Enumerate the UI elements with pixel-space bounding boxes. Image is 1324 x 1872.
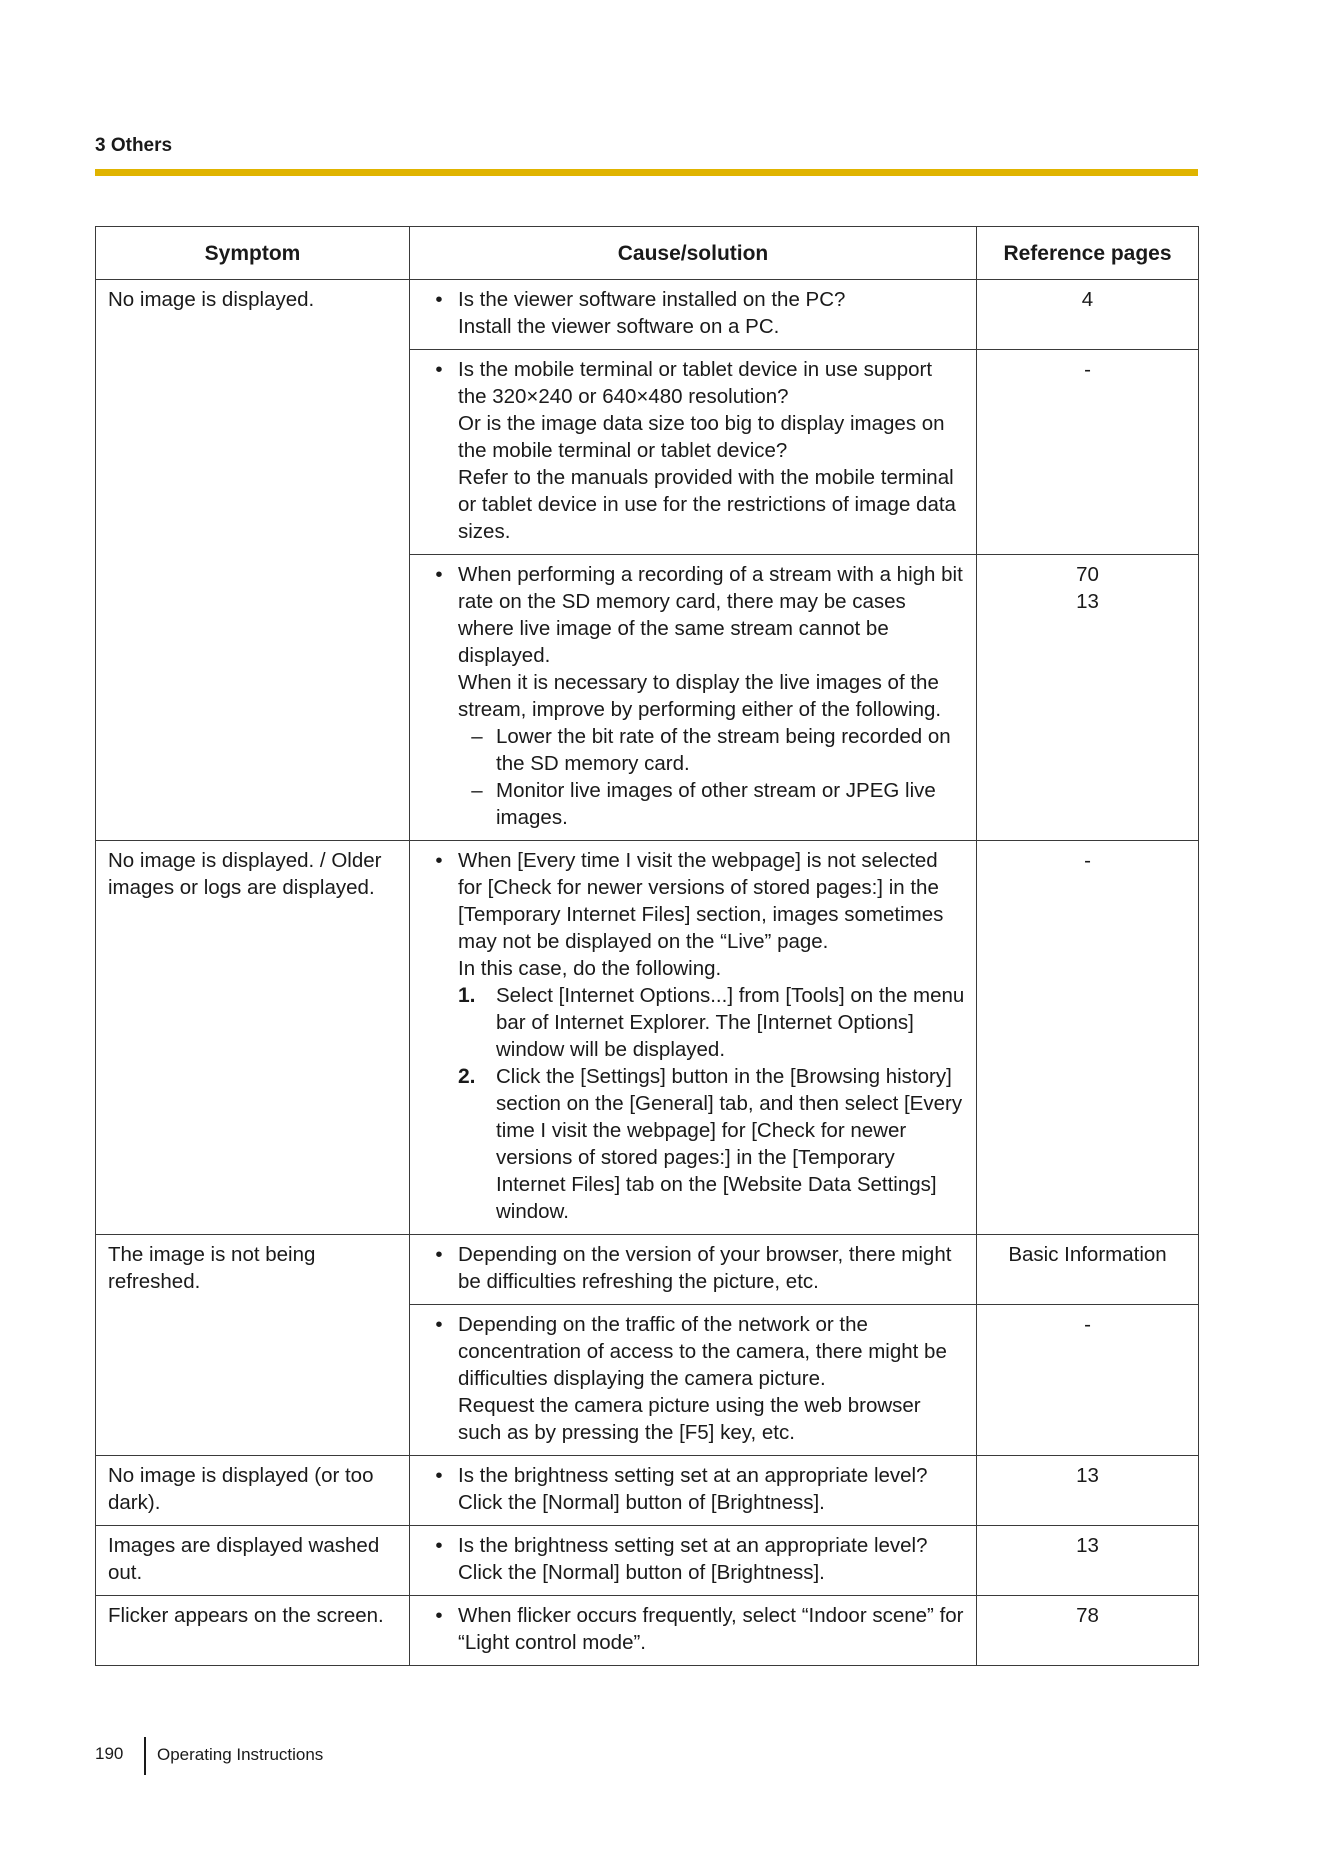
cause-text	[458, 561, 966, 831]
reference-pages-cell	[977, 350, 1199, 555]
step-item	[458, 1063, 966, 1225]
reference-pages-cell	[977, 1235, 1199, 1305]
reference-page: 13	[1076, 590, 1099, 613]
symptom-cell: Images are displayed washed out.	[96, 1526, 410, 1596]
dash-item-text: Monitor live images of other stream or JPEG live images.	[496, 779, 936, 829]
cause-text	[458, 1241, 966, 1295]
cause-solution-cell	[410, 1305, 977, 1456]
cause-line: When flicker occurs frequently, select “Indoor scene” for “Light control mode”.	[458, 1604, 964, 1654]
cause-line: When it is necessary to display the live images of the stream, improve by performing either of the following.	[458, 671, 942, 721]
reference-page: -	[1084, 358, 1091, 381]
reference-pages-cell	[977, 841, 1199, 1235]
table-row	[96, 1596, 1199, 1666]
reference-pages-cell	[977, 1305, 1199, 1456]
cause-text	[458, 1602, 966, 1656]
cause-solution-cell	[410, 280, 977, 350]
cause-item	[420, 561, 966, 831]
troubleshooting-table	[95, 226, 1199, 1666]
section-title-rule	[95, 169, 1198, 176]
cause-item	[420, 1462, 966, 1516]
bullet-icon: •	[435, 849, 443, 872]
dash-icon: –	[471, 725, 483, 748]
symptom-cell: The image is not being refreshed.	[96, 1235, 410, 1456]
cause-line: Is the brightness setting set at an appropriate level?	[458, 1464, 928, 1487]
reference-page: 13	[1076, 1464, 1099, 1487]
cause-line: When [Every time I visit the webpage] is not selected for [Check for newer versions of stored pages:] in the [Temporary Internet Files] section, images sometimes may not be displayed on the “Live” page.	[458, 849, 944, 953]
cause-line: Is the brightness setting set at an appropriate level?	[458, 1534, 928, 1557]
bullet-icon: •	[435, 358, 443, 381]
reference-pages-cell	[977, 1596, 1199, 1666]
reference-pages-cell	[977, 1456, 1199, 1526]
step-item	[458, 982, 966, 1063]
cause-line: Install the viewer software on a PC.	[458, 315, 780, 338]
cause-text	[458, 847, 966, 1225]
dash-item-text: Lower the bit rate of the stream being recorded on the SD memory card.	[496, 725, 951, 775]
table-row	[96, 1526, 1199, 1596]
cause-solution-cell	[410, 1235, 977, 1305]
reference-page: -	[1084, 849, 1091, 872]
cause-line: Is the mobile terminal or tablet device in use support the 320×240 or 640×480 resolution?	[458, 358, 933, 408]
bullet-icon: •	[435, 563, 443, 586]
cause-text	[458, 356, 966, 545]
step-text: Select [Internet Options...] from [Tools] on the menu bar of Internet Explorer. The [Internet Options] window will be displayed.	[496, 984, 965, 1061]
cause-line: Depending on the version of your browser, there might be difficulties refreshing the picture, etc.	[458, 1243, 952, 1293]
bullet-icon: •	[435, 1313, 443, 1336]
bullet-icon: •	[435, 288, 443, 311]
header-reference-pages: Reference pages	[977, 227, 1199, 280]
step-number: 1.	[458, 984, 476, 1007]
table-body	[96, 280, 1199, 1666]
reference-pages-cell	[977, 280, 1199, 350]
cause-line: Request the camera picture using the web browser such as by pressing the [F5] key, etc.	[458, 1394, 921, 1444]
table-row	[96, 841, 1199, 1235]
cause-text	[458, 1311, 966, 1446]
dash-item	[458, 777, 966, 831]
dash-item	[458, 723, 966, 777]
table-row	[96, 1456, 1199, 1526]
reference-page: -	[1084, 1313, 1091, 1336]
bullet-icon: •	[435, 1243, 443, 1266]
footer-divider	[144, 1737, 146, 1775]
reference-pages-cell	[977, 555, 1199, 841]
cause-item	[420, 286, 966, 340]
cause-item	[420, 1311, 966, 1446]
symptom-cell: No image is displayed. / Older images or logs are displayed.	[96, 841, 410, 1235]
cause-item	[420, 1532, 966, 1586]
cause-line: Is the viewer software installed on the PC?	[458, 288, 846, 311]
cause-text	[458, 1532, 966, 1586]
page-number: 190	[95, 1744, 124, 1763]
bullet-icon: •	[435, 1464, 443, 1487]
cause-line: In this case, do the following.	[458, 957, 722, 980]
bullet-icon: •	[435, 1534, 443, 1557]
step-number: 2.	[458, 1065, 476, 1088]
cause-item	[420, 1602, 966, 1656]
header-cause-solution: Cause/solution	[410, 227, 977, 280]
step-text: Click the [Settings] button in the [Browsing history] section on the [General] tab, and then select [Every time I visit the webpage] for [Check for newer versions of stored pages:] in the [Temporary Internet Files] tab on the [Website Data Settings] window.	[496, 1065, 963, 1223]
symptom-cell: No image is displayed (or too dark).	[96, 1456, 410, 1526]
cause-line: Click the [Normal] button of [Brightness].	[458, 1491, 825, 1514]
cause-solution-cell	[410, 841, 977, 1235]
cause-solution-cell	[410, 1456, 977, 1526]
reference-page: 4	[1081, 288, 1094, 311]
table-row	[96, 1235, 1199, 1305]
reference-page: 13	[1076, 1534, 1099, 1557]
cause-item	[420, 1241, 966, 1295]
cause-text	[458, 1462, 966, 1516]
cause-solution-cell	[410, 1526, 977, 1596]
cause-solution-cell	[410, 350, 977, 555]
bullet-icon: •	[435, 1604, 443, 1627]
cause-item	[420, 356, 966, 545]
cause-line: Depending on the traffic of the network or the concentration of access to the camera, there might be difficulties displaying the camera picture.	[458, 1313, 947, 1390]
symptom-cell: Flicker appears on the screen.	[96, 1596, 410, 1666]
footer-document-title: Operating Instructions	[157, 1745, 324, 1764]
cause-line: Or is the image data size too big to display images on the mobile terminal or tablet device?	[458, 412, 945, 462]
reference-page: Basic Information	[1008, 1243, 1167, 1266]
reference-page: 70	[1076, 563, 1099, 586]
cause-line: When performing a recording of a stream with a high bit rate on the SD memory card, there may be cases where live image of the same stream cannot be displayed.	[458, 563, 963, 667]
header-symptom: Symptom	[96, 227, 410, 280]
cause-solution-cell	[410, 555, 977, 841]
cause-item	[420, 847, 966, 1225]
dash-icon: –	[471, 779, 483, 802]
table-row	[96, 280, 1199, 350]
section-title: 3 Others	[95, 135, 173, 156]
cause-text	[458, 286, 966, 340]
reference-page: 78	[1076, 1604, 1099, 1627]
table-header-row	[96, 227, 1199, 280]
reference-pages-cell	[977, 1526, 1199, 1596]
cause-line: Refer to the manuals provided with the mobile terminal or tablet device in use for the restrictions of image data sizes.	[458, 466, 956, 543]
cause-solution-cell	[410, 1596, 977, 1666]
cause-line: Click the [Normal] button of [Brightness].	[458, 1561, 825, 1584]
symptom-cell: No image is displayed.	[96, 280, 410, 841]
